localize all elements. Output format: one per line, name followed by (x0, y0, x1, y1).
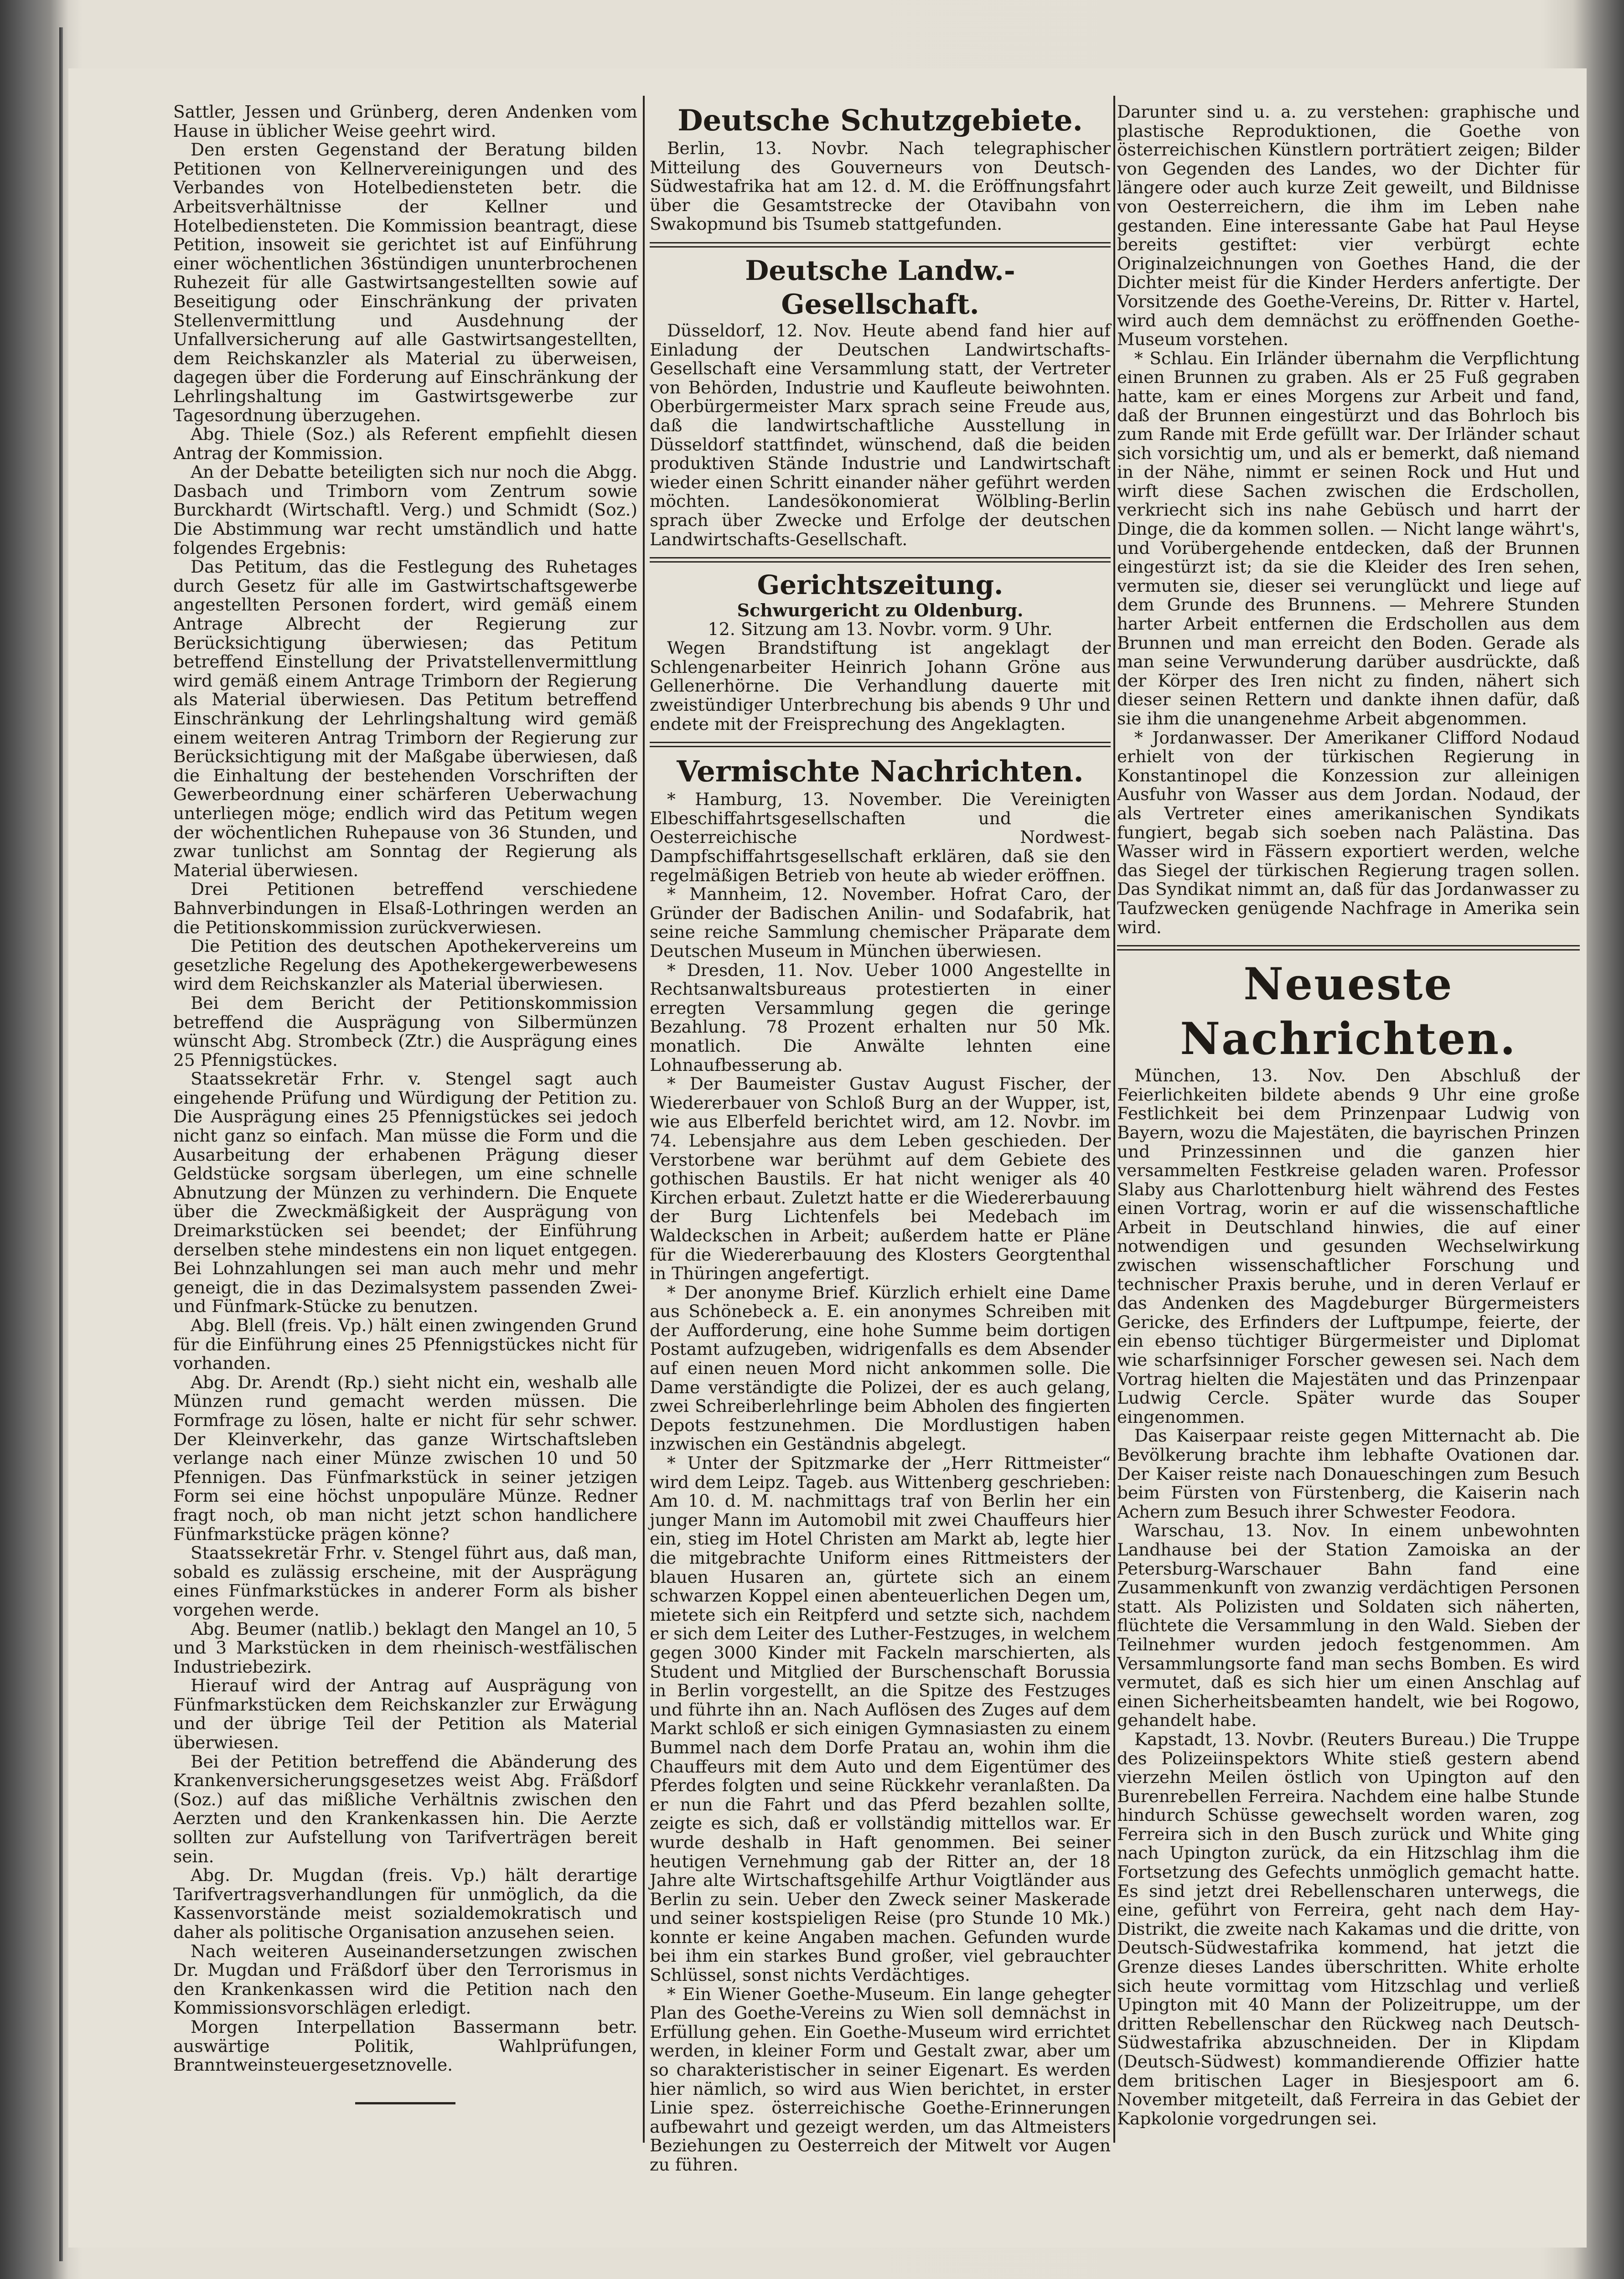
c2-para: Wegen Brandstiftung ist angeklagt der Schlengenarbeiter Heinrich Johann Gröne aus Gellenerhörne. Die Verhandlung dauerte mit zweistündiger Unterbrechung bis abends 9 Uhr und endete mit der Freisprechung des Angeklagten. (650, 638, 1111, 734)
c2-para: * Dresden, 11. Nov. Ueber 1000 Angestellte in Rechtsanwaltsbureaus protestierten in einer erregten Versammlung gegen die geringe Bezahlung. 78 Prozent erhalten nur 50 Mk. monatlich. Die Anwälte lehnten eine Lohnaufbesserung ab. (650, 960, 1111, 1075)
heading-landw: Deutsche Landw.-Gesellschaft. (745, 254, 1015, 320)
subheading-sitzung: 12. Sitzung am 13. Novbr. vorm. 9 Uhr. (708, 619, 1053, 639)
c1-para: Abg. Thiele (Soz.) als Referent empfiehlt diesen Antrag der Kommission. (173, 424, 637, 463)
section-rule (650, 742, 1111, 747)
binding-edge (59, 27, 63, 2261)
c1-para: Bei der Petition betreffend die Abänderung des Krankenversicherungsgesetzes weist Abg. Fräßdorf (Soz.) auf das mißliche Verhältnis zwischen den Aerzten und den Krankenkassen hin. Die Aerzte sollten zur Aufstellung von Tarifverträgen bereit sein. (173, 1751, 637, 1866)
c1-para: Abg. Dr. Mugdan (freis. Vp.) hält derartige Tarifvertragsverhandlungen für unmöglich, da die Kassenvorstände meist sozialdemokratisch und daher als politische Organisation anzusehen seien. (173, 1865, 637, 1942)
heading-schutzgebiete: Deutsche Schutzgebiete. (678, 103, 1083, 138)
c2-para: * Ein Wiener Goethe-Museum. Ein lange gehegter Plan des Goethe-Vereins zu Wien soll demnächst in Erfüllung gehen. Ein Goethe-Museum wird errichtet werden, in kleiner Form und Gestalt zwar, aber um so charakteristischer in seiner Eigenart. Es werden hier nämlich, so wird aus Wien berichtet, in erster Linie spez. österreichische Goethe-Erinnerungen aufbewahrt und gezeigt werden, um das Altmeisters Beziehungen zu Oesterreich der Mitwelt vor Augen zu führen. (650, 1984, 1111, 2175)
c3-para: Kapstadt, 13. Novbr. (Reuters Bureau.) Die Truppe des Polizeiinspektors White stieß gestern abend vierzehn Meilen östlich von Upington auf den Burenrebellen Ferreira. Nachdem eine halbe Stunde hindurch Schüsse gewechselt worden waren, zog Ferreira sich in den Busch zurück und White ging nach Upington zurück, da ein Hitzschlag ihm die Fortsetzung des Gefechts unmöglich gemacht hatte. Es sind jetzt drei Rebellenscharen unterwegs, die eine, geführt von Ferreira, geht nach dem Hay-Distrikt, die zweite nach Kakamas und die dritte, von Deutsch-Südwestafrika kommend, hat jetzt die Grenze dieses Landes überschritten. White erholte sich heute vormittag vom Hitzschlag und verließ Upington mit 40 Mann der Polizeitruppe, um der dritten Rebellenschar den Rückweg nach Deutsch-Südwestafrika abzuschneiden. Der in Klipdam (Deutsch-Südwest) kommandierende Offizier hatte dem britischen Lager in Biesjespoort am 6. November mitgeteilt, daß Ferreira in das Gebiet der Kapkolonie vorgedrungen sei. (1117, 1729, 1580, 2129)
heading-neueste: Neueste Nachrichten. (1180, 958, 1517, 1065)
column-rule-2 (1113, 96, 1115, 2143)
c1-para: Das Petitum, das die Festlegung des Ruhetages durch Gesetz für alle im Gastwirtschaftsgewerbe angestellten Personen fordert, wird gemäß einem Antrage Albrecht der Regierung zur Berücksichtigung überwiesen; das Petitum betreffend Einstellung der Privatstellenvermittlung wird gemäß einem Antrage Trimborn der Regierung als Material überwiesen. Das Petitum betreffend Einschränkung der Lehrlingshaltung wird gemäß einem weiteren Antrag Trimborn der Regierung zur Berücksichtigung mit der Maßgabe überwiesen, daß die Einhaltung der bestehenden Vorschriften der Gewerbeordnung einer schärferen Ueberwachung unterliegen möge; endlich wird das Petitum wegen der wöchentlichen Ruhepause von 36 Stunden, und zwar tunlichst am Sonntag der Regierung als Material überwiesen. (173, 557, 637, 880)
section-rule (650, 242, 1111, 248)
c1-para: Die Petition des deutschen Apothekervereins um gesetzliche Regelung des Apothekergewerbewesens wird dem Reichskanzler als Material überwiesen. (173, 936, 637, 994)
heading-vermischte: Vermischte Nachrichten. (677, 754, 1084, 789)
c1-para: Nach weiteren Auseinandersetzungen zwischen Dr. Mugdan und Fräßdorf über den Terrorismus in den Krankenkassen wird die Petition nach den Kommissionsvorschlägen erledigt. (173, 1941, 637, 2018)
c1-para: Sattler, Jessen und Grünberg, deren Andenken vom Hause in üblicher Weise geehrt wird. (173, 102, 637, 141)
c2-para: * Mannheim, 12. November. Hofrat Caro, der Gründer der Badischen Anilin- und Sodafabrik, hat seine reiche Sammlung chemischer Präparate dem Deutschen Museum in München überwiesen. (650, 884, 1111, 961)
c1-para: Bei dem Bericht der Petitionskommission betreffend die Ausprägung von Silbermünzen wünscht Abg. Strombeck (Ztr.) die Ausprägung eines 25 Pfennigstückes. (173, 992, 637, 1070)
section-rule (650, 557, 1111, 563)
column-1 (173, 103, 637, 2104)
c2-para: Düsseldorf, 12. Nov. Heute abend fand hier auf Einladung der Deutschen Landwirtschafts-Gesellschaft eine Versammlung statt, der Vertreter von Behörden, Industrie und Kaufleute beiwohnten. Oberbürgermeister Marx sprach seine Freude aus, daß die landwirtschaftliche Ausstellung in Düsseldorf stattfindet, wünschend, daß die beiden produktiven Stände Industrie und Landwirtschaft wieder einen Schritt einander näher geführt werden möchten. Landesökonomierat Wölbling-Berlin sprach über Zwecke und Erfolge der deutschen Landwirtschafts-Gesellschaft. (650, 320, 1111, 549)
c1-para: Abg. Beumer (natlib.) beklagt den Mangel an 10, 5 und 3 Markstücken in dem rheinisch-westfälischen Industriebezirk. (173, 1618, 637, 1677)
c1-para: Abg. Blell (freis. Vp.) hält einen zwingenden Grund für die Einführung eines 25 Pfennigstückes nicht für vorhanden. (173, 1315, 637, 1374)
heading-gericht: Gerichtszeitung. (757, 569, 1003, 601)
c3-para: * Schlau. Ein Irländer übernahm die Verpflichtung einen Brunnen zu graben. Als er 25 Fuß gegraben hatte, kam er eines Morgens zur Arbeit und fand, daß der Brunnen eingestürzt und das Bohrloch bis zum Rande mit Erde gefüllt war. Der Irländer schaut sich vorsichtig um, und als er bemerkt, daß niemand in der Nähe, nimmt er seinen Rock und Hut und wirft diese Sachen zwischen die Erdschollen, verkriecht sich ins nahe Gebüsch und harrt der Dinge, die da kommen sollen. — Nicht lange währt's, und Vorübergehende entdecken, daß der Brunnen eingestürzt ist; da sie die Kleider des Iren sehen, vermuten sie, dieser sei verunglückt und liege auf dem Grunde des Brunnens. — Mehrere Stunden harter Arbeit entfernen die Erdschollen aus dem Brunnen und man erreicht den Boden. Gerade als man seine Verwunderung darüber ausdrückte, daß der Körper des Iren nicht zu finden, nähert sich dieser seinen Rettern und dankte ihnen dafür, daß sie ihm die unangenehme Arbeit abgenommen. (1117, 348, 1580, 729)
c1-para: An der Debatte beteiligten sich nur noch die Abgg. Dasbach und Trimborn vom Zentrum sowie Burckhardt (Wirtschaftl. Verg.) und Schmidt (Soz.) Die Abstimmung war recht umständlich und hatte folgendes Ergebnis: (173, 462, 637, 558)
c2-para: * Der anonyme Brief. Kürzlich erhielt eine Dame aus Schönebeck a. E. ein anonymes Schreiben mit der Aufforderung, eine hohe Summe beim dortigen Postamt aufzugeben, widrigenfalls es dem Absender auf einen neuen Mord nicht ankommen solle. Die Dame verständigte die Polizei, der es auch gelang, zwei Schreiberlehrlinge beim Abholen des fingierten Depots festzunehmen. Die Mordlustigen haben inzwischen ein Geständnis abgelegt. (650, 1282, 1111, 1454)
c3-para: * Jordanwasser. Der Amerikaner Clifford Nodaud erhielt von der türkischen Regierung in Konstantinopel die Konzession zur alleinigen Ausfuhr von Wasser aus dem Jordan. Nodaud, der als Vertreter eines amerikanischen Syndikats fungiert, begab sich soeben nach Palästina. Das Wasser wird in Fässern exportiert werden, welche das Siegel der türkischen Regierung tragen sollen. Das Syndikat nimmt an, daß für das Jordanwasser zu Taufzwecken genügende Nachfrage in Amerika sein wird. (1117, 727, 1580, 937)
c2-para: * Hamburg, 13. November. Die Vereinigten Elbeschiffahrtsgesellschaften und die Oesterreichische Nordwest-Dampfschiffahrtsgesellschaft erklären, daß sie den regelmäßigen Betrieb von heute ab wieder eröffnen. (650, 789, 1111, 885)
column-rule-1 (643, 96, 645, 2143)
c1-para: Staatssekretär Frhr. v. Stengel führt aus, daß man, sobald es zulässig erscheine, mit der Ausprägung eines Fünfmarkstückes in anderer Form als bisher vorgehen werde. (173, 1543, 637, 1620)
c1-para: Abg. Dr. Arendt (Rp.) sieht nicht ein, weshalb alle Münzen rund gemacht werden müssen. Die Formfrage zu lösen, halte er nicht für sehr schwer. Der Kleinverkehr, das ganze Wirtschaftsleben verlange nach einer Münze zwischen 10 und 50 Pfennigen. Das Fünfmarkstück in seiner jetzigen Form sei eine höchst unpopuläre Münze. Redner fragt noch, ob man nicht jetzt schon handlichere Fünfmarkstücke prägen könne? (173, 1372, 637, 1544)
column-3 (1117, 103, 1580, 2128)
c1-para: Hierauf wird der Antrag auf Ausprägung von Fünfmarkstücken dem Reichskanzler zur Erwägung und der übrige Teil der Petition als Material überwiesen. (173, 1675, 637, 1753)
c1-para: Morgen Interpellation Bassermann betr. auswärtige Politik, Wahlprüfungen, Branntweinsteuergesetznovelle. (173, 2016, 637, 2075)
c3-para: Das Kaiserpaar reiste gegen Mitternacht ab. Die Bevölkerung brachte ihm lebhafte Ovationen dar. Der Kaiser reiste nach Donaueschingen zum Besuch beim Fürsten von Fürstenberg, die Kaiserin nach Achern zum Besuch ihrer Schwester Feodora. (1117, 1426, 1580, 1522)
section-rule (1117, 945, 1580, 951)
c1-para: Den ersten Gegenstand der Beratung bilden Petitionen von Kellnervereinigungen und des Verbandes von Hotelbediensteten betr. die Arbeitsverhältnisse der Kellner und Hotelbediensteten. Die Kommission beantragt, diese Petition, insoweit sie gerichtet ist auf Einführung einer wöchentlichen 36stündigen ununterbrochenen Ruhezeit für alle Gastwirtsangestellten sowie auf Beseitigung oder Einschränkung der privaten Stellenvermittlung und Ausdehnung der Unfallversicherung auf alle Gastwirtsangestellten, dem Reichskanzler als Material zu überweisen, dagegen über die Forderung auf Einschränkung der Lehrlingshaltung im Gastwirtsgewerbe zur Tagesordnung überzugehen. (173, 140, 637, 425)
c2-para: * Der Baumeister Gustav August Fischer, der Wiedererbauer von Schloß Burg an der Wupper, ist, wie aus Elberfeld berichtet wird, am 12. Novbr. im 74. Lebensjahre aus dem Leben geschieden. Der Verstorbene war berühmt auf dem Gebiete des gothischen Baustils. Er hat nicht weniger als 40 Kirchen erbaut. Zuletzt hatte er die Wiedererbauung der Burg Lichtenfels bei Medebach im Waldeckschen in Arbeit; außerdem hatte er Pläne für die Wiedererbauung des Klosters Georgtenthal in Thüringen angefertigt. (650, 1074, 1111, 1284)
c3-para: Warschau, 13. Nov. In einem unbewohnten Landhause bei der Station Zamoiska an der Petersburg-Warschauer Bahn fand eine Zusammenkunft von zwanzig verdächtigen Personen statt. Als Polizisten und Soldaten sich näherten, flüchtete die Versammlung in den Wald. Sieben der Teilnehmer wurden jedoch festgenommen. Am Versammlungsorte fand man sechs Bomben. Es wird vermutet, daß es sich hier um einen Anschlag auf einen Sicherheitsbeamten handelt, wie bei Rogowo, gehandelt habe. (1117, 1520, 1580, 1731)
column-2 (650, 103, 1111, 2175)
c3-para: Darunter sind u. a. zu verstehen: graphische und plastische Reproduktionen, die Goethe von österreichischen Künstlern porträtiert zeigen; Bilder von Gegenden des Landes, wo der Dichter für längere oder auch kurze Zeit geweilt, und Bildnisse von Oesterreichern, die ihm im Leben nahe gestanden. Eine interessante Gabe hat Paul Heyse bereits gestiftet: vier verbürgt echte Originalzeichnungen von Goethes Hand, die der Dichter meist für die Kinder Herders anfertigte. Der Vorsitzende des Goethe-Vereins, Dr. Ritter v. Hartel, wird auch dem demnächst zu eröffnenden Goethe-Museum vorstehen. (1117, 102, 1580, 350)
subheading-schwurgericht: Schwurgericht zu Oldenburg. (737, 600, 1024, 621)
end-rule (355, 2102, 455, 2104)
c2-para: Berlin, 13. Novbr. Nach telegraphischer Mitteilung des Gouverneurs von Deutsch-Südwestafrika hat am 12. d. M. die Eröffnungsfahrt über die Gesamtstrecke der Otavibahn von Swakopmund bis Tsumeb stattgefunden. (650, 138, 1111, 234)
c1-para: Staatssekretär Frhr. v. Stengel sagt auch eingehende Prüfung und Würdigung der Petition zu. Die Ausprägung eines 25 Pfennigstückes sei jedoch nicht ganz so einfach. Man müsse die Form und die Ausarbeitung der erhabenen Prägung dieser Geldstücke sorgsam überlegen, um eine schnelle Abnutzung der Münzen zu verhindern. Die Enquete über die Zweckmäßigkeit der Ausprägung von Dreimarkstücken sei beendet; der Einführung derselben stehe mindestens ein non liquet entgegen. Bei Lohnzahlungen sei man auch mehr und mehr geneigt, die in das Dezimalsystem passenden Zwei- und Fünfmark-Stücke zu benutzen. (173, 1069, 637, 1317)
c1-para: Drei Petitionen betreffend verschiedene Bahnverbindungen in Elsaß-Lothringen werden an die Petitionskommission zurückverwiesen. (173, 879, 637, 937)
c3-para: München, 13. Nov. Den Abschluß der Feierlichkeiten bildete abends 9 Uhr eine große Festlichkeit bei dem Prinzenpaar Ludwig von Bayern, wozu die Majestäten, die bayrischen Prinzen und Prinzessinnen und die ganzen hier versammelten Festkreise geladen waren. Professor Slaby aus Charlottenburg hielt während des Festes einen Vortrag, worin er auf die wissenschaftliche Arbeit in Deutschland hinwies, die auf einer notwendigen und gesunden Wechselwirkung zwischen wissenschaftlicher Forschung und technischer Praxis beruhe, und in deren Verlauf er das Andenken des Magdeburger Bürgermeisters Gericke, des Erfinders der Luftpumpe, feierte, der ein ebenso tüchtiger Bürgermeister und Diplomat wie scharfsinniger Forscher gewesen sei. Nach dem Vortrag hielten die Majestäten und das Prinzenpaar Ludwig Cercle. Später wurde das Souper eingenommen. (1117, 1065, 1580, 1427)
c2-para: * Unter der Spitzmarke der „Herr Rittmeister“ wird dem Leipz. Tageb. aus Wittenberg geschrieben: Am 10. d. M. nachmittags traf von Berlin her ein junger Mann im Automobil mit zwei Chauffeurs hier ein, stieg im Hotel Christen am Markt ab, legte hier die mitgebrachte Uniform eines Rittmeisters der blauen Husaren an, gürtete sich an einem schwarzen Koppel einen abenteuerlichen Degen um, mietete sich ein Reitpferd und setzte sich, nachdem er sich dem Leiter des Luther-Festzuges, in welchem gegen 3000 Kinder mit Fackeln marschierten, als Student und Mitglied der Burschenschaft Borussia in Berlin vorgestellt, an die Spitze des Festzuges und führte ihn an. Nach Auflösen des Zuges auf dem Markt schloß er sich einigen Gymnasiasten zu einem Bummel nach dem Dorfe Pratau an, wohin ihm die Chauffeurs mit dem Auto und dem Eigentümer des Pferdes folgten und seine Rückkehr veranlaßten. Da er nun die Fahrt und das Pferd bezahlen sollte, zeigte es sich, daß er vollständig mittellos war. Er wurde deshalb in Haft genommen. Bei seiner heutigen Vernehmung gab der Ritter an, der 18 Jahre alte Wirtschaftsgehilfe Arthur Voigtländer aus Berlin zu sein. Ueber den Zweck seiner Maskerade und seiner kostspieligen Reise (pro Stunde 10 Mk.) konnte er keine Angaben machen. Gefunden wurde bei ihm ein starkes Bund großer, viel gebrauchter Schlüssel, sonst nichts Verdächtiges. (650, 1453, 1111, 1985)
